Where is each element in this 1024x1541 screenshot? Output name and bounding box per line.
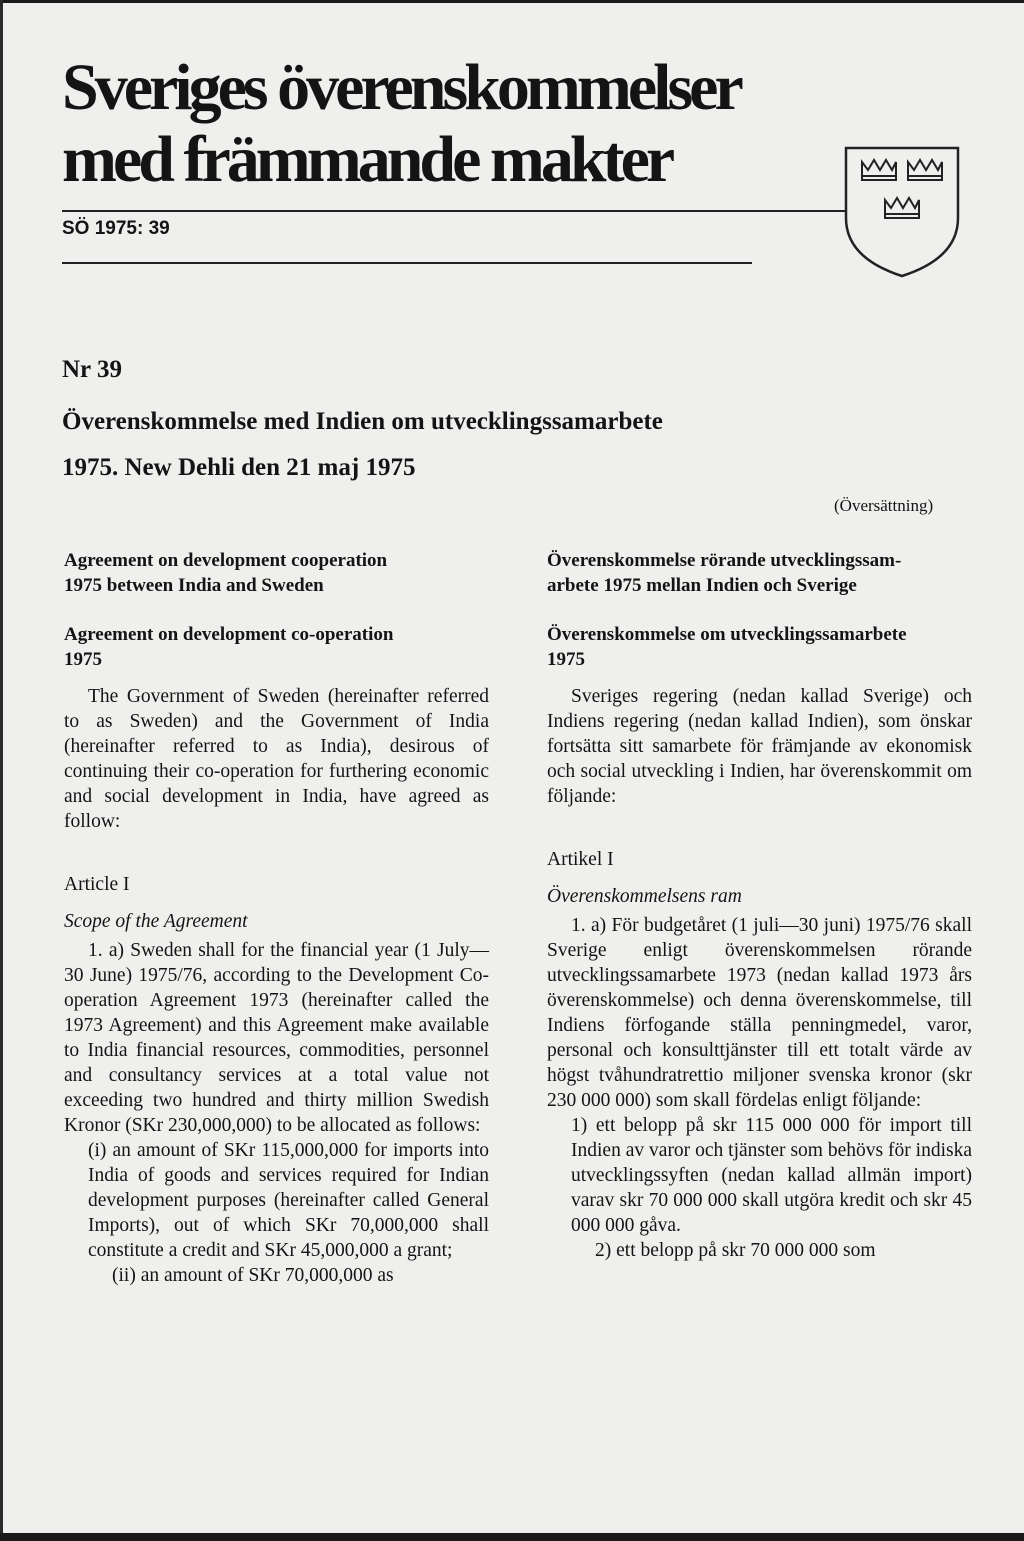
- swedish-scope-heading: Överenskommelsens ram: [547, 886, 742, 907]
- english-column: [64, 548, 489, 1288]
- swedish-heading-1-line-2: arbete 1975 mellan Indien och Sverige: [547, 575, 857, 596]
- english-paragraph-1a: 1. a) Sweden shall for the financial year (1 July—30 June) 1975/76, according to the Development Co-operation Agreement 1973 (hereinafter called the 1973 Agreement) and this Agreement make available to India financial resources, commodities, personnel and consultancy services at a total value not exceeding two hundred and thirty million Swedish Kronor (SKr 230,000,000) to be allocated as follows:: [64, 940, 489, 1136]
- english-scope-heading: Scope of the Agreement: [64, 911, 248, 932]
- swedish-paragraph-1a: 1. a) För budgetåret (1 juli—30 juni) 1975/76 skall Sverige enligt överenskommelsen rörande utvecklingssamarbete 1973 (nedan kallad 1973 års överenskommelse) och denna överenskommelse, till Indiens förfogande ställa penningmedel, varor, personal och konsulttjänster till ett totalt värde av högst tvåhundratrettio miljoner svenska kronor (skr 230 000 000) som skall fördelas enligt följande:: [547, 915, 972, 1111]
- swedish-article-heading: Artikel I: [547, 849, 614, 870]
- translation-note: (Översättning): [834, 496, 934, 515]
- swedish-item-2: 2) ett belopp på skr 70 000 000 som: [595, 1240, 876, 1261]
- agreement-title: Överenskommelse med Indien om utvecklingssamarbete: [62, 408, 663, 435]
- swedish-heading-1: [547, 548, 972, 598]
- english-heading-2-line-2: 1975: [64, 649, 102, 670]
- swedish-heading-2: [547, 622, 972, 672]
- english-heading-2-line-1: Agreement on development co-operation: [64, 624, 394, 645]
- swedish-preamble: Sveriges regering (nedan kallad Sverige) och Indiens regering (nedan kallad Indien), som önskar fortsätta sitt samarbete för främjande av ekonomisk och social utveckling i Indien, har överenskommit om följande:: [547, 686, 972, 807]
- series-rule: [62, 262, 752, 264]
- page-border-top: [0, 0, 1024, 3]
- english-heading-1-line-2: 1975 between India and Sweden: [64, 575, 324, 596]
- masthead-line-1: Sveriges överenskommelser: [62, 51, 740, 124]
- english-preamble: The Government of Sweden (hereinafter referred to as Sweden) and the Government of India (hereinafter referred to as India), desirous of continuing their co-operation for furthering economic and social development in India, have agreed as follow:: [64, 686, 489, 832]
- swedish-heading-2-line-1: Överenskommelse om utvecklingssamarbete: [547, 624, 907, 645]
- agreement-dateline: 1975. New Dehli den 21 maj 1975: [62, 454, 416, 481]
- english-heading-1: [64, 548, 489, 598]
- english-heading-1-line-1: Agreement on development cooperation: [64, 550, 388, 571]
- english-heading-2: [64, 622, 489, 672]
- english-article-heading: Article I: [64, 874, 130, 895]
- swedish-heading-2-line-2: 1975: [547, 649, 585, 670]
- three-crowns-shield-icon: [842, 140, 962, 280]
- english-item-ii: (ii) an amount of SKr 70,000,000 as: [112, 1265, 394, 1286]
- agreement-number: Nr 39: [62, 356, 122, 383]
- swedish-heading-1-line-1: Överenskommelse rörande utvecklingssam-: [547, 550, 902, 571]
- swedish-column: [547, 548, 972, 1263]
- publication-masthead: [62, 52, 782, 196]
- swedish-item-1: 1) ett belopp på skr 115 000 000 för import till Indien av varor och tjänster som behövs för indiska utvecklingssyften (nedan kallad allmän import) varav skr 70 000 000 skall utgöra kredit och skr 45 000 000 gåva.: [571, 1115, 972, 1236]
- english-item-i: (i) an amount of SKr 115,000,000 for imports into India of goods and services required for Indian development purposes (hereinafter called General Imports), out of which SKr 70,000,000 shall constitute a credit and SKr 45,000,000 a grant;: [88, 1140, 489, 1261]
- masthead-rule: [62, 210, 847, 212]
- page-border-left: [0, 0, 3, 1541]
- masthead-line-2: med främmande makter: [62, 123, 672, 196]
- page-border-bottom: [0, 1533, 1024, 1541]
- series-number: SÖ 1975: 39: [62, 218, 170, 239]
